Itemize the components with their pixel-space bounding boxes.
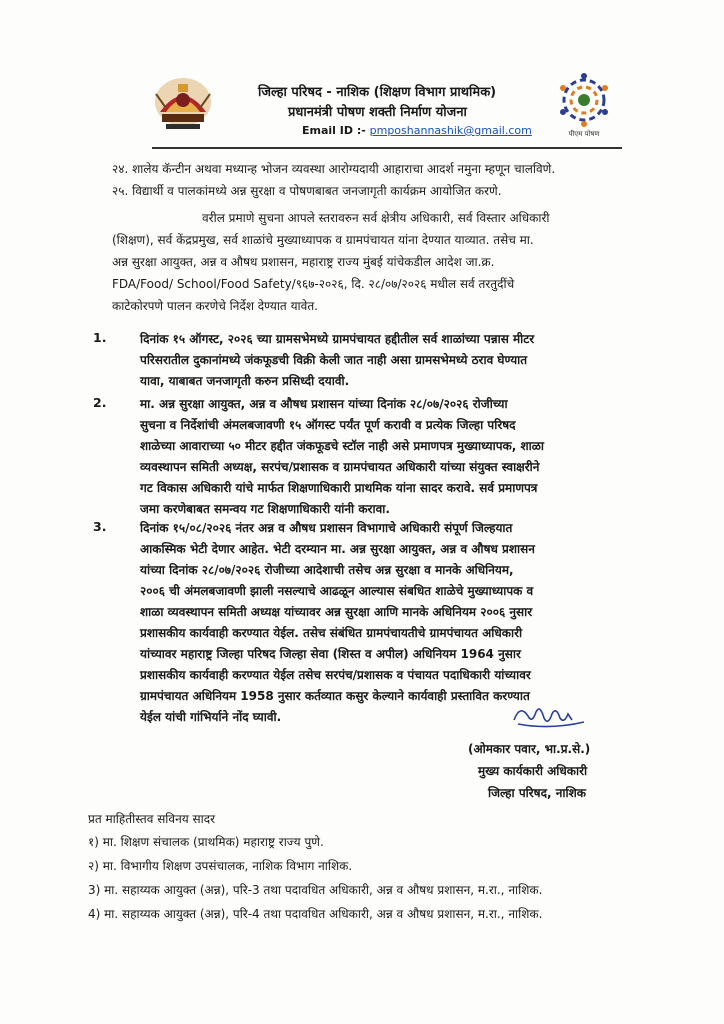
pm-poshan-logo-icon: [548, 70, 620, 142]
copy-item: 4) मा. सहाय्यक आयुक्त (अन्न), परि-4 तथा पदावधित अधिकारी, अन्न व औषध प्रशासन, म.रा., नाशिक.: [88, 907, 543, 921]
point-3-line: २००६ ची अंमलबजावणी झाली नसल्याचे आढळून आल्यास संबधित शाळेचे मुख्याध्यापक व: [140, 584, 534, 598]
para-line: अन्न सुरक्षा आयुक्त, अन्न व औषध प्रशासन, महाराष्ट्र राज्य मुंबई यांचेकडील आदेश जा.क्र.: [112, 255, 495, 269]
copy-item: २) मा. विभागीय शिक्षण उपसंचालक, नाशिक विभाग नाशिक.: [88, 859, 353, 873]
item-25: २५. विद्यार्थी व पालकांमध्ये अन्न सुरक्षा व पोषणबाबत जनजागृती कार्यक्रम आयोजित करणे.: [112, 184, 502, 198]
point-3-line: दिनांक १५/०८/२०२६ नंतर अन्न व औषध प्रशासन विभागाचे अधिकारी संपूर्ण जिल्हयात: [140, 521, 513, 535]
para-line: काटेकोरपणे पालन करणेचे निर्देश देण्यात यावेत.: [112, 299, 318, 313]
point-2-line: मा. अन्न सुरक्षा आयुक्त, अन्न व औषध प्रशासन यांच्या दिनांक २८/०७/२०२६ रोजीच्या: [140, 397, 508, 411]
point-1-line: यावा, याबाबत जनजागृती करुन प्रसिध्दी दयावी.: [140, 374, 350, 388]
copy-item: 3) मा. सहाय्यक आयुक्त (अन्न), परि-3 तथा पदावधित अधिकारी, अन्न व औषध प्रशासन, म.रा., नाशिक.: [88, 883, 543, 897]
header-line-2: प्रधानमंत्री पोषण शक्ती निर्माण योजना: [288, 105, 467, 120]
signatory-office: जिल्हा परिषद, नाशिक: [488, 786, 586, 800]
header-line-1: जिल्हा परिषद - नाशिक (शिक्षण विभाग प्राथमिक): [258, 85, 497, 100]
zilla-parishad-emblem-icon: [152, 72, 214, 134]
point-3-line: आकस्मिक भेटी देणार आहेत. भेटी दरम्यान मा. अन्न सुरक्षा आयुक्त, अन्न व औषध प्रशासन: [140, 542, 535, 556]
point-3-line: प्रशासकीय कार्यवाही करण्यात येईल. तसेच संबंधित ग्रामपंचायतीचे ग्रामपंचायत अधिकारी: [140, 626, 523, 640]
header-email: [302, 124, 532, 137]
para-line: FDA/Food/ School/Food Safety/९६७-२०२६, दि. २८/०७/२०२६ मधील सर्व तरतुदींचे: [112, 277, 515, 291]
point-2-line: गट विकास अधिकारी यांचे मार्फत शिक्षणाधिकारी प्राथमिक यांना सादर करावे. सर्व प्रमाणपत्र: [140, 481, 538, 495]
point-2-line: जमा करणेबाबत समन्वय गट शिक्षणाधिकारी यांनी करावा.: [140, 502, 390, 516]
signatory-designation: मुख्य कार्यकारी अधिकारी: [478, 764, 588, 778]
copy-item: १) मा. शिक्षण संचालक (प्राथमिक) महाराष्ट्र राज्य पुणे.: [88, 835, 324, 849]
copy-heading: प्रत माहितीस्तव सविनय सादर: [88, 812, 216, 826]
point-3-line: ग्रामपंचायत अधिनियम 1958 नुसार कर्तव्यात कसुर केल्याने कार्यवाही प्रस्तावित करण्यात: [140, 689, 530, 703]
point-3-line: यांच्यावर महाराष्ट्र जिल्हा परिषद जिल्हा सेवा (शिस्त व अपील) अधिनियम 1964 नुसार: [140, 647, 521, 661]
point-3-line: प्रशासकीय कार्यवाही करण्यात येईल तसेच सरपंच/प्रशासक व पंचायत पदाधिकारी यांच्यावर: [140, 668, 531, 682]
point-3-line: शाळा व्यवस्थापन समिती अध्यक्ष यांच्यावर अन्न सुरक्षा आणि मानके अधिनियम २००६ नुसार: [140, 605, 533, 619]
right-logo-caption: पीएम पोषण: [568, 130, 600, 138]
point-2-line: सुचना व निर्देशांची अंमलबजावणी १५ ऑगस्ट पर्यंत पूर्ण करावी व प्रत्येक जिल्हा परिषद: [140, 418, 516, 432]
para-line: (शिक्षण), सर्व केंद्रप्रमुख, सर्व शाळांचे मुख्याध्यापक व ग्रामपंचायत यांना देण्यात याव्यात. तसेच मा.: [112, 233, 534, 247]
email-label: Email ID :-: [302, 124, 370, 137]
header-divider: [152, 147, 622, 149]
para-line: वरील प्रमाणे सुचना आपले स्तरावरुन सर्व क्षेत्रीय अधिकारी, सर्व विस्तार अधिकारी: [202, 211, 550, 225]
point-number: 3.: [93, 519, 107, 534]
point-2-line: व्यवस्थापन समिती अध्यक्ष, सरपंच/प्रशासक व ग्रामपंचायत अधिकारी यांच्या संयुक्त स्वाक्षरीने: [140, 460, 540, 474]
point-number: 2.: [93, 395, 107, 410]
email-link[interactable]: pmposhannashik@gmail.com: [369, 124, 532, 137]
point-2-line: शाळेच्या आवाराच्या ५० मीटर हद्दीत जंकफूडचे स्टॉल नाही असे प्रमाणपत्र मुख्याध्यापक, शाळा: [140, 439, 544, 453]
signatory-name: (ओमकार पवार, भा.प्र.से.): [468, 742, 591, 756]
point-3-line: यांच्या दिनांक २८/०७/२०२६ रोजीच्या आदेशाची तसेच अन्न सुरक्षा व मानके अधिनियम,: [140, 563, 514, 577]
point-1-line: परिसरातील दुकानांमध्ये जंकफूडची विक्री केली जात नाही असा ग्रामसभेमध्ये ठराव घेण्यात: [140, 353, 528, 367]
item-24: २४. शालेय कॅन्टीन अथवा मध्यान्ह भोजन व्यवस्था आरोग्यदायी आहाराचा आदर्श नमुना म्हणून चालविणे.: [112, 162, 556, 176]
point-3-line: येईल यांची गांभिर्याने नोंद घ्यावी.: [140, 710, 282, 724]
point-number: 1.: [93, 330, 107, 345]
point-1-line: दिनांक १५ ऑगस्ट, २०२६ च्या ग्रामसभेमध्ये ग्रामपंचायत हद्दीतील सर्व शाळांच्या पन्नास मीटर: [140, 332, 535, 346]
signature-scribble-icon: [510, 700, 590, 732]
